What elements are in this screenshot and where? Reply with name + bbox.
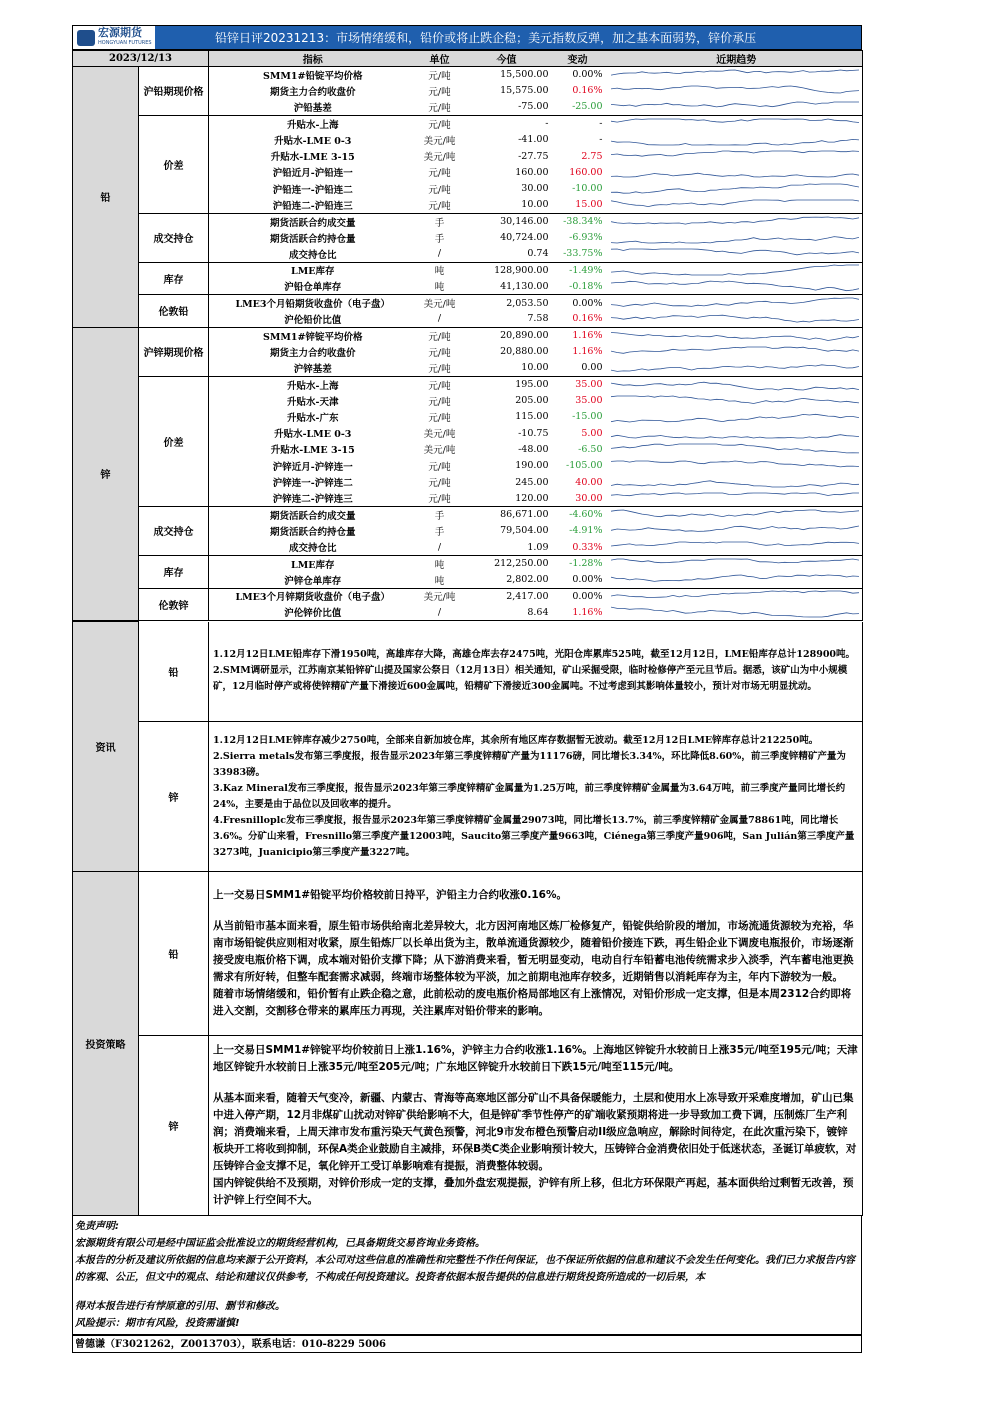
section-label: 价差 bbox=[139, 115, 209, 213]
report-title: 铅锌日评20231213：市场情绪缓和，铅价或将止跌企稳；美元指数反弹，加之基本面弱势，锌价承压 bbox=[155, 26, 861, 49]
unit-cell: 元/吨 bbox=[428, 119, 451, 131]
trend-sparkline bbox=[611, 296, 859, 310]
change-cell: 35.00 bbox=[575, 379, 603, 391]
unit-cell: 手 bbox=[434, 233, 445, 245]
value-cell: 212,250.00 bbox=[494, 558, 549, 570]
indicator-name: 升贴水-天津 bbox=[287, 396, 339, 408]
col-header-value: 今值 bbox=[463, 51, 551, 67]
change-cell: 40.00 bbox=[575, 476, 603, 488]
trend-sparkline bbox=[611, 198, 859, 212]
change-cell: 0.16% bbox=[551, 311, 611, 327]
value-cell: 0.74 bbox=[463, 246, 551, 262]
trend-sparkline bbox=[611, 491, 859, 505]
trend-sparkline bbox=[611, 329, 859, 343]
section-label: 成交持仓 bbox=[139, 507, 209, 556]
value-cell: - bbox=[545, 118, 549, 130]
value-cell: 128,900.00 bbox=[494, 264, 549, 276]
news-row-lead bbox=[73, 622, 863, 722]
trend-sparkline bbox=[611, 378, 859, 392]
indicator-name: SMM1#锌锭平均价格 bbox=[263, 331, 363, 343]
trend-cell bbox=[611, 262, 863, 278]
table-row bbox=[73, 295, 863, 311]
table-row bbox=[73, 67, 863, 83]
indicator-name: 成交持仓比 bbox=[209, 246, 417, 262]
col-header-indicator: 指标 bbox=[209, 51, 417, 67]
section-label: 沪铅期现价格 bbox=[139, 67, 209, 116]
value-cell: 2,053.50 bbox=[506, 297, 549, 309]
strategy-row-lead bbox=[73, 872, 863, 1036]
indicator-name: LME3个月锌期货收盘价（电子盘） bbox=[235, 592, 391, 604]
trend-sparkline bbox=[611, 100, 859, 114]
unit-cell: 元/吨 bbox=[428, 86, 451, 98]
trend-sparkline bbox=[611, 475, 859, 489]
unit-cell: 元/吨 bbox=[428, 461, 451, 473]
trend-sparkline bbox=[611, 133, 859, 147]
value-cell: 120.00 bbox=[463, 490, 551, 506]
value-cell: 10.00 bbox=[463, 360, 551, 376]
unit-cell: 元/吨 bbox=[428, 347, 451, 359]
value-cell: 160.00 bbox=[515, 166, 549, 178]
change-cell: 0.00% bbox=[572, 590, 603, 602]
change-cell: 0.00% bbox=[572, 69, 603, 81]
trend-sparkline bbox=[611, 279, 859, 293]
trend-cell bbox=[611, 474, 863, 490]
value-cell: 30.00 bbox=[521, 183, 549, 195]
col-header-change: 变动 bbox=[551, 51, 611, 67]
trend-sparkline bbox=[611, 165, 859, 179]
change-cell: 2.75 bbox=[581, 150, 603, 162]
table-row bbox=[73, 213, 863, 229]
section-label: 伦敦锌 bbox=[139, 588, 209, 621]
indicator-name: 升贴水-LME 3-15 bbox=[270, 445, 355, 457]
trend-cell bbox=[611, 572, 863, 588]
change-cell: 5.00 bbox=[581, 427, 603, 439]
news-zinc-label: 锌 bbox=[139, 722, 209, 872]
trend-sparkline bbox=[611, 524, 859, 538]
change-cell: 1.16% bbox=[572, 346, 603, 358]
value-cell: 195.00 bbox=[515, 379, 549, 391]
metal-group-label: 铅 bbox=[73, 67, 139, 328]
indicator-name: 升贴水-LME 0-3 bbox=[274, 135, 352, 147]
value-cell: -41.00 bbox=[518, 134, 549, 146]
indicator-name: 期货活跃合约持仓量 bbox=[269, 233, 356, 245]
trend-cell bbox=[611, 539, 863, 555]
unit-cell: / bbox=[417, 246, 463, 262]
indicator-name: 升贴水-上海 bbox=[287, 380, 339, 392]
unit-cell: / bbox=[417, 311, 463, 327]
indicator-name: 期货主力合约收盘价 bbox=[269, 86, 356, 98]
trend-sparkline bbox=[611, 573, 859, 587]
trend-sparkline bbox=[611, 247, 859, 261]
value-cell: 2,417.00 bbox=[506, 590, 549, 602]
indicator-name: SMM1#铅锭平均价格 bbox=[263, 70, 363, 82]
value-cell: -10.75 bbox=[518, 427, 549, 439]
trend-sparkline bbox=[611, 312, 859, 326]
indicator-name: 沪铅连一-沪铅连二 bbox=[272, 184, 353, 196]
news-lead-item: 1.12月12日LME铅库存下滑1950吨，高雄库存大降，高雄仓库去存2475吨，光阳仓库累库525吨，截至12月12日，LME铅库存总计128900吨。 bbox=[213, 649, 856, 661]
trend-cell bbox=[611, 327, 863, 343]
unit-cell: 美元/吨 bbox=[423, 429, 456, 441]
change-cell: 0.00% bbox=[551, 572, 611, 588]
news-lead-item: 2.SMM调研显示，江苏南京某铅锌矿山提及国家公祭日（12月13日）相关通知，矿山采掘受限，临时检修停产至元旦节后。据悉，该矿山为中小规模矿，12月临时停产或将使锌精矿产量下滑接近600金属吨，铅精矿下滑接近300金属吨。不过考虑到其影响体量较小，预计对市场无明显扰动。 bbox=[213, 665, 848, 693]
value-cell: 30,146.00 bbox=[500, 216, 549, 228]
unit-cell: 手 bbox=[434, 217, 445, 229]
indicator-name: 期货活跃合约成交量 bbox=[269, 510, 356, 522]
unit-cell: 元/吨 bbox=[428, 184, 451, 196]
report-sheet bbox=[72, 25, 862, 1353]
trend-cell bbox=[611, 115, 863, 131]
table-row bbox=[73, 262, 863, 278]
trend-cell bbox=[611, 197, 863, 213]
news-zinc-item: 3.Kaz Mineral发布三季度报，报告显示2023年第三季度锌精矿金属量为1.25万吨，前三季度锌精矿金属量为3.64万吨，前三季度产量同比增长约24%，主要是由于品位以及回收率的提升。 bbox=[213, 782, 846, 810]
change-cell: -15.00 bbox=[572, 411, 603, 423]
section-label: 价差 bbox=[139, 376, 209, 506]
trend-sparkline bbox=[611, 215, 859, 229]
section-label: 伦敦铅 bbox=[139, 295, 209, 328]
indicator-name: 升贴水-LME 3-15 bbox=[270, 152, 355, 164]
trend-sparkline bbox=[611, 149, 859, 163]
indicator-name: LME库存 bbox=[291, 559, 335, 571]
unit-cell: 吨 bbox=[434, 266, 445, 278]
change-cell: 0.16% bbox=[572, 85, 603, 97]
col-header-unit: 单位 bbox=[417, 51, 463, 67]
trend-cell bbox=[611, 490, 863, 506]
unit-cell: 美元/吨 bbox=[423, 445, 456, 457]
unit-cell: 元/吨 bbox=[428, 412, 451, 424]
trend-cell bbox=[611, 360, 863, 376]
change-cell: 1.16% bbox=[551, 604, 611, 620]
trend-cell bbox=[611, 295, 863, 311]
change-cell: 1.16% bbox=[572, 330, 603, 342]
indicator-name: 期货活跃合约成交量 bbox=[269, 217, 356, 229]
change-cell: -10.00 bbox=[572, 183, 603, 195]
disclaimer-line: 本报告的分析及建议所依据的信息均来源于公开资料，本公司对这些信息的准确性和完整性不作任何保证，也不保证所依据的信息和建议不会发生任何变化。我们已力求报告内容的客观、公正，但文中的观点、结论和建议仅供参考，不构成任何投资建议。投资者依据本报告提供的信息进行期货投资所造成的一切后果，本 bbox=[75, 1255, 855, 1284]
value-cell: 7.58 bbox=[463, 311, 551, 327]
trend-sparkline bbox=[611, 589, 859, 603]
change-cell: 160.00 bbox=[569, 166, 603, 178]
news-lead-label: 铅 bbox=[139, 622, 209, 722]
table-row bbox=[73, 588, 863, 604]
strategy-zinc-item: 上一交易日SMM1#锌锭平均价较前日上涨1.16%，沪锌主力合约收涨1.16%。上海地区锌锭升水较前日上涨35元/吨至195元/吨；天津地区锌锭升水较前日上涨35元/吨至205元/吨；广东地区锌锭升水较前日下跌15元/吨至115元/吨。 bbox=[213, 1044, 858, 1074]
strategy-lead-content bbox=[209, 872, 863, 1036]
change-cell: -38.34% bbox=[563, 216, 603, 228]
news-zinc-item: 1.12月12日LME锌库存减少2750吨，全部来自新加坡仓库，其余所有地区库存数据暂无波动。截至12月12日LME锌库存总计212250吨。 bbox=[213, 734, 819, 746]
table-row bbox=[73, 507, 863, 523]
indicator-name: 沪伦铅价比值 bbox=[209, 311, 417, 327]
unit-cell: 元/吨 bbox=[428, 478, 451, 490]
disclaimer-line: 得对本报告进行有悖原意的引用、删节和修改。 bbox=[75, 1301, 285, 1313]
indicator-name: 升贴水-广东 bbox=[287, 412, 339, 424]
trend-cell bbox=[611, 278, 863, 294]
trend-sparkline bbox=[611, 426, 859, 440]
unit-cell: 手 bbox=[434, 510, 445, 522]
change-cell: -25.00 bbox=[551, 99, 611, 115]
strategy-label: 投资策略 bbox=[73, 872, 139, 1216]
col-header-trend: 近期趋势 bbox=[611, 51, 863, 67]
data-table bbox=[72, 50, 863, 621]
value-cell: 115.00 bbox=[515, 411, 549, 423]
indicator-name: 沪锌连二-沪锌连三 bbox=[209, 490, 417, 506]
trend-cell bbox=[611, 229, 863, 245]
news-zinc-content bbox=[209, 722, 863, 872]
change-cell: 0.00 bbox=[551, 360, 611, 376]
value-cell: 41,130.00 bbox=[463, 278, 551, 294]
strategy-lead-item: 从当前铅市基本面来看，原生铅市场供给南北差异较大，北方因河南地区炼厂检修复产，铅锭供给阶段的增加，市场流通货源较为充裕，华南市场铅锭供应则相对收紧，原生铅炼厂以长单出货为主，散单流通货源较少，随着铅价接连下跌，再生铅企业下调废电瓶报价，市场逐渐接受废电瓶价格下调，成本端对铅价支撑下降；从下游消费来看，暂无明显变动，电动自行车铅蓄电池传统需求步入淡季，汽车蓄电池更换需求有所好转，但整车配套需求减弱，终端市场整体较为平淡，加之前期电池库存较多，近期销售以消耗库存为主，年内下游较为一般。 bbox=[213, 920, 854, 984]
change-cell: -1.28% bbox=[569, 558, 603, 570]
value-cell: 40,724.00 bbox=[500, 232, 549, 244]
trend-cell bbox=[611, 344, 863, 360]
table-header-row bbox=[73, 51, 863, 67]
unit-cell: 元/吨 bbox=[428, 331, 451, 343]
risk-warning: 风险提示：期市有风险，投资需谨慎! bbox=[75, 1318, 240, 1330]
metal-group-label: 锌 bbox=[73, 327, 139, 620]
news-zinc-item: 2.Sierra metals发布第三季度报，报告显示2023年第三季度锌精矿产量为11176磅，同比增长3.34%，环比降低8.60%，前三季度锌精矿产量为33983磅。 bbox=[213, 750, 846, 778]
trend-sparkline bbox=[611, 442, 859, 456]
trend-cell bbox=[611, 604, 863, 620]
trend-sparkline bbox=[611, 605, 859, 619]
indicator-name: 沪伦锌价比值 bbox=[209, 604, 417, 620]
value-cell: 15,500.00 bbox=[500, 69, 549, 81]
section-label: 成交持仓 bbox=[139, 213, 209, 262]
value-cell: 2,802.00 bbox=[463, 572, 551, 588]
trend-cell bbox=[611, 376, 863, 392]
strategy-zinc-item: 从基本面来看，随着天气变冷，新疆、内蒙古、青海等高寒地区部分矿山不具备保暖能力，土层和使用水上冻导致开采难度增加，矿山已集中进入停产期，12月非煤矿山扰动对锌矿供给影响不大，但是锌矿季节性停产的矿端收紧预期将进一步导致加工费下调，压制炼厂生产利润；消费端来看，上周天津市发布重污染天气黄色预警，河北9市发布橙色预警启动II级应急响应，解除时间待定，在此次重污染下，镀锌板块开工将收到抑制，环保A类企业鼓励自主减排，环保B类C类企业影响预计较大，压铸锌合金消费依旧处于低迷状态，圣诞订单疲软，对压铸锌合金支撑不足，氧化锌开工受订单影响难有提振，消费整体较弱。 bbox=[213, 1092, 857, 1173]
unit-cell: 吨 bbox=[417, 572, 463, 588]
indicator-name: 沪铅连二-沪铅连三 bbox=[209, 197, 417, 213]
trend-cell bbox=[611, 164, 863, 180]
value-cell: 15,575.00 bbox=[500, 85, 549, 97]
disclaimer-line: 宏源期货有限公司是经中国证监会批准设立的期货经营机构，已具备期货交易咨询业务资格。 bbox=[75, 1238, 485, 1250]
trend-cell bbox=[611, 392, 863, 408]
trend-cell bbox=[611, 507, 863, 523]
value-cell: 79,504.00 bbox=[500, 525, 549, 537]
value-cell: 20,890.00 bbox=[500, 330, 549, 342]
trend-cell bbox=[611, 311, 863, 327]
news-lead-content bbox=[209, 622, 863, 722]
logo-text: 宏源期货 HONGYUAN FUTURES bbox=[98, 25, 152, 46]
trend-cell bbox=[611, 83, 863, 99]
trend-sparkline bbox=[611, 182, 859, 196]
value-cell: 8.64 bbox=[463, 604, 551, 620]
unit-cell: 元/吨 bbox=[428, 70, 451, 82]
indicator-name: 沪铅近月-沪铅连一 bbox=[272, 168, 353, 180]
change-cell: -1.49% bbox=[569, 264, 603, 276]
table-row bbox=[73, 376, 863, 392]
value-cell: -75.00 bbox=[463, 99, 551, 115]
trend-cell bbox=[611, 458, 863, 474]
unit-cell: 吨 bbox=[434, 559, 445, 571]
value-cell: 205.00 bbox=[515, 395, 549, 407]
strategy-lead-label: 铅 bbox=[139, 872, 209, 1036]
trend-cell bbox=[611, 99, 863, 115]
value-cell: 10.00 bbox=[463, 197, 551, 213]
unit-cell: / bbox=[417, 604, 463, 620]
change-cell: 0.33% bbox=[551, 539, 611, 555]
disclaimer bbox=[72, 1216, 862, 1335]
trend-cell bbox=[611, 132, 863, 148]
value-cell: 245.00 bbox=[515, 476, 549, 488]
trend-sparkline bbox=[611, 231, 859, 245]
strategy-zinc-content bbox=[209, 1036, 863, 1216]
change-cell: -4.91% bbox=[569, 525, 603, 537]
unit-cell: 元/吨 bbox=[417, 490, 463, 506]
unit-cell: 元/吨 bbox=[417, 197, 463, 213]
strategy-lead-item: 上一交易日SMM1#铅锭平均价格较前日持平，沪铅主力合约收涨0.16%。 bbox=[213, 889, 567, 902]
table-row bbox=[73, 555, 863, 571]
unit-cell: 元/吨 bbox=[428, 396, 451, 408]
change-cell: -6.50 bbox=[578, 443, 603, 455]
trend-cell bbox=[611, 181, 863, 197]
value-cell: 190.00 bbox=[515, 460, 549, 472]
news-label: 资讯 bbox=[73, 622, 139, 872]
trend-cell bbox=[611, 555, 863, 571]
section-label: 库存 bbox=[139, 555, 209, 588]
value-cell: 86,671.00 bbox=[500, 509, 549, 521]
change-cell: - bbox=[599, 118, 603, 130]
unit-cell: 美元/吨 bbox=[423, 135, 456, 147]
unit-cell: / bbox=[417, 539, 463, 555]
indicator-name: 沪铅基差 bbox=[209, 99, 417, 115]
value-cell: -27.75 bbox=[518, 150, 549, 162]
news-table bbox=[72, 621, 863, 1216]
value-cell: 20,880.00 bbox=[500, 346, 549, 358]
section-label: 库存 bbox=[139, 262, 209, 295]
trend-sparkline bbox=[611, 345, 859, 359]
change-cell: -33.75% bbox=[551, 246, 611, 262]
indicator-name: 成交持仓比 bbox=[209, 539, 417, 555]
trend-sparkline bbox=[611, 361, 859, 375]
table-row bbox=[73, 327, 863, 343]
indicator-name: 升贴水-上海 bbox=[287, 119, 339, 131]
unit-cell: 元/吨 bbox=[417, 99, 463, 115]
indicator-name: 沪铅仓单库存 bbox=[209, 278, 417, 294]
trend-sparkline bbox=[611, 68, 859, 82]
contact-info: 曾德谦（F3021262，Z0013703），联系电话：010-8229 5006 bbox=[72, 1335, 862, 1353]
trend-sparkline bbox=[611, 557, 859, 571]
trend-sparkline bbox=[611, 410, 859, 424]
trend-cell bbox=[611, 148, 863, 164]
change-cell: 35.00 bbox=[575, 395, 603, 407]
value-cell: 1.09 bbox=[463, 539, 551, 555]
trend-sparkline bbox=[611, 394, 859, 408]
indicator-name: 沪锌近月-沪锌连一 bbox=[272, 461, 353, 473]
trend-cell bbox=[611, 213, 863, 229]
company-logo bbox=[73, 26, 155, 49]
trend-cell bbox=[611, 246, 863, 262]
report-header bbox=[72, 25, 862, 50]
trend-sparkline bbox=[611, 84, 859, 98]
unit-cell: 美元/吨 bbox=[423, 592, 456, 604]
change-cell: - bbox=[599, 134, 603, 146]
change-cell: -6.93% bbox=[569, 232, 603, 244]
trend-cell bbox=[611, 409, 863, 425]
unit-cell: 元/吨 bbox=[428, 380, 451, 392]
change-cell: -0.18% bbox=[551, 278, 611, 294]
indicator-name: 升贴水-LME 0-3 bbox=[274, 429, 352, 441]
indicator-name: 沪锌仓单库存 bbox=[209, 572, 417, 588]
disclaimer-title: 免责声明: bbox=[75, 1221, 119, 1233]
trend-sparkline bbox=[611, 263, 859, 277]
news-zinc-item: 4.Fresnilloplc发布三季度报，报告显示2023年第三季度锌精矿金属量29073吨，同比增长13.7%，前三季度锌精矿金属量78861吨，同比增长3.6%。分矿山来看，Fresnillo第三季度产量12003吨，Saucito第三季度产量9663吨，Ciénega第三季度产量906吨，San Julián第三季度产量3273吨，Juanicipio第三季度产量3227吨。 bbox=[213, 814, 855, 858]
trend-sparkline bbox=[611, 508, 859, 522]
trend-cell bbox=[611, 425, 863, 441]
indicator-name: 期货主力合约收盘价 bbox=[269, 347, 356, 359]
unit-cell: 美元/吨 bbox=[423, 152, 456, 164]
change-cell: -4.60% bbox=[569, 509, 603, 521]
trend-sparkline bbox=[611, 540, 859, 554]
value-cell: -48.00 bbox=[518, 443, 549, 455]
trend-cell bbox=[611, 588, 863, 604]
strategy-zinc-label: 锌 bbox=[139, 1036, 209, 1216]
trend-sparkline bbox=[611, 117, 859, 131]
trend-cell bbox=[611, 67, 863, 83]
news-row-zinc bbox=[73, 722, 863, 872]
trend-cell bbox=[611, 523, 863, 539]
strategy-lead-item: 随着市场情绪缓和，铅价暂有止跌企稳之意，此前松动的废电瓶价格局部地区有上涨情况，对铅价形成一定支撑，但是本周2312合约即将进入交割，交割移仓带来的累库压力再现，关注累库对铅价带来的影响。 bbox=[213, 988, 852, 1018]
indicator-name: LME库存 bbox=[291, 266, 335, 278]
strategy-row-zinc bbox=[73, 1036, 863, 1216]
table-row bbox=[73, 115, 863, 131]
change-cell: 30.00 bbox=[551, 490, 611, 506]
change-cell: -105.00 bbox=[566, 460, 603, 472]
indicator-name: 沪锌基差 bbox=[209, 360, 417, 376]
indicator-name: 期货活跃合约持仓量 bbox=[269, 526, 356, 538]
change-cell: 15.00 bbox=[551, 197, 611, 213]
unit-cell: 手 bbox=[434, 526, 445, 538]
date-cell: 2023/12/13 bbox=[73, 51, 209, 67]
indicator-name: LME3个月铅期货收盘价（电子盘） bbox=[235, 299, 391, 311]
strategy-zinc-item: 国内锌锭供给不及预期，对锌价形成一定的支撑，叠加外盘宏观提振，沪锌有所上移，但北方环保限产再起，基本面供给过剩暂无改善，预计沪锌上行空间不大。 bbox=[213, 1177, 854, 1207]
unit-cell: 美元/吨 bbox=[423, 299, 456, 311]
logo-mark-icon bbox=[77, 30, 95, 46]
unit-cell: 元/吨 bbox=[428, 168, 451, 180]
change-cell: 0.00% bbox=[572, 297, 603, 309]
trend-cell bbox=[611, 441, 863, 457]
section-label: 沪锌期现价格 bbox=[139, 327, 209, 376]
unit-cell: 元/吨 bbox=[417, 360, 463, 376]
indicator-name: 沪锌连一-沪锌连二 bbox=[272, 478, 353, 490]
trend-sparkline bbox=[611, 459, 859, 473]
unit-cell: 吨 bbox=[417, 278, 463, 294]
